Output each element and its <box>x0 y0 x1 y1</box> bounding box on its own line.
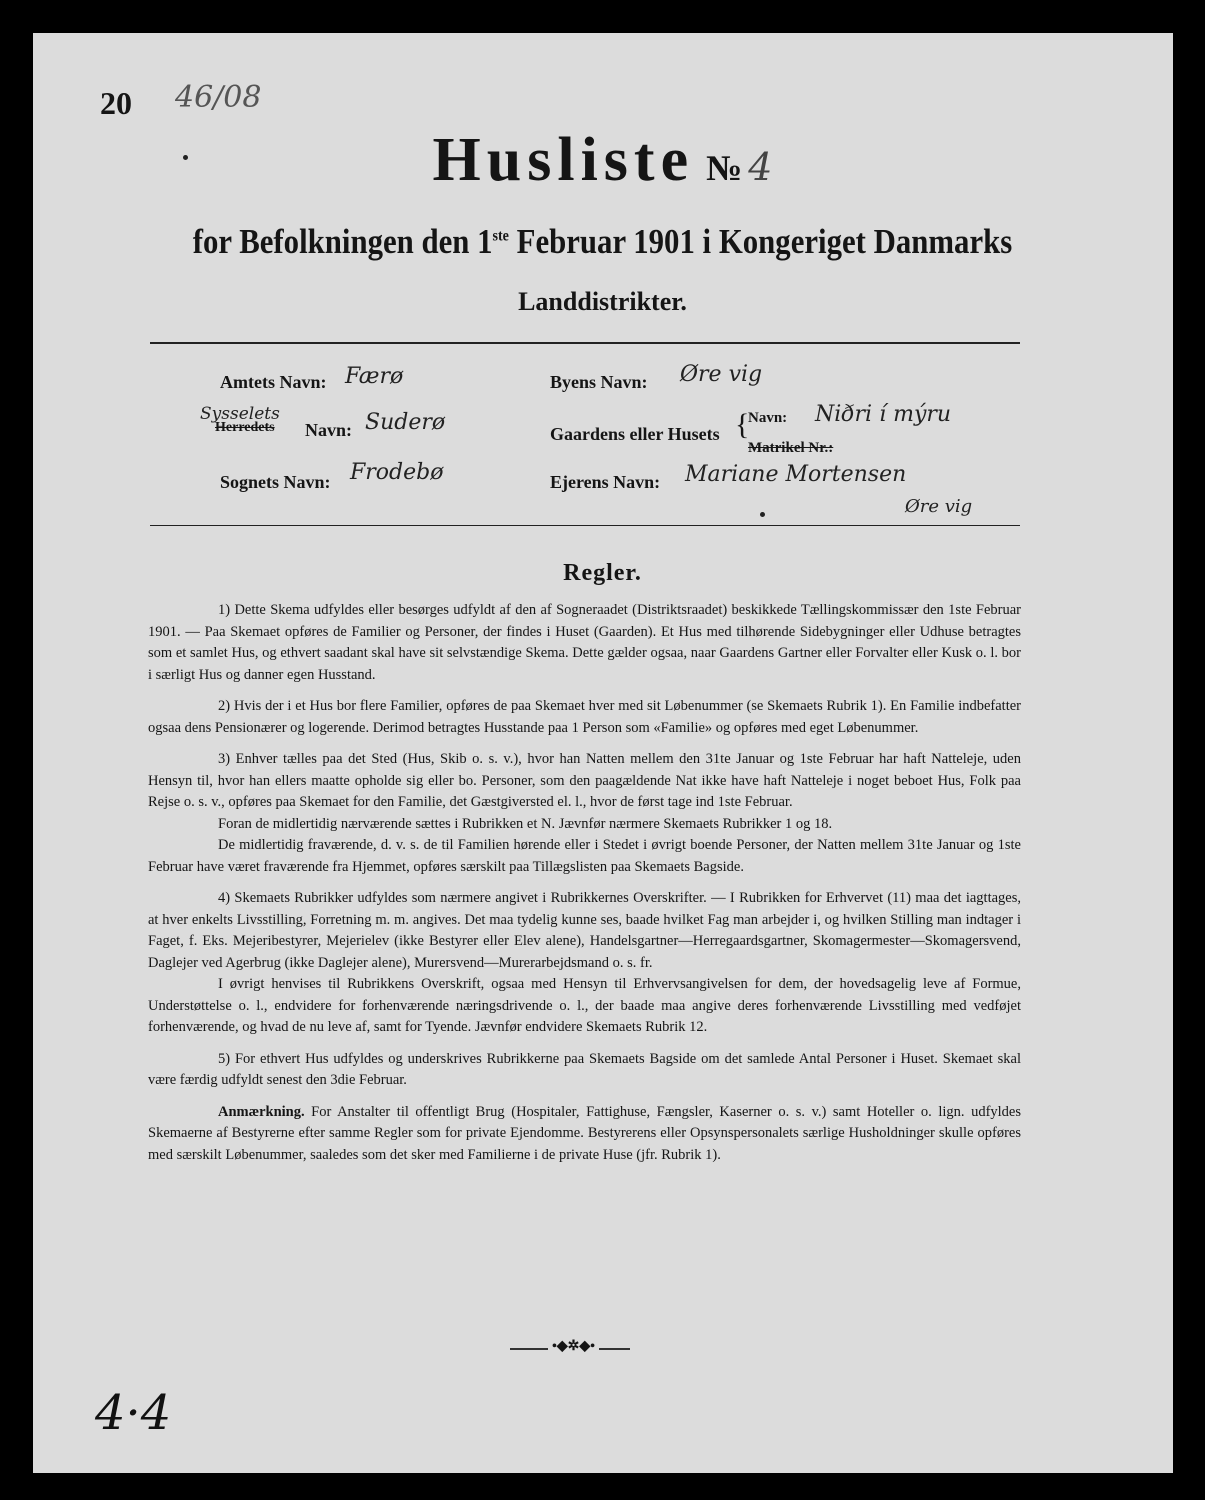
document-title <box>0 125 1205 196</box>
page-number: 20 <box>100 85 132 121</box>
note-label: Anmærkning. <box>218 1103 305 1120</box>
rule-3c: De midlertidig fraværende, d. v. s. de til Familien hørende eller i Stedet i øvrigt boende Personer, der Natten mellem 31te Januar og 1ste Februar have været fraværende fra Hjemmet, opføres særskilt paa Tillægslisten paa Skemaets Bagside. <box>148 837 1021 875</box>
herred-label: Herredets <box>215 420 275 435</box>
herred-value: Suderø <box>365 410 446 435</box>
rule-4b: I øvrigt henvises til Rubrikkens Overskrift, ogsaa med Hensyn til Erhvervsangivelsen for dem, der hovedsagelig leve af Formue, Understøttelse o. l., endvidere for forhenværende næringsdrivende o. l., der baade maa angive deres forhenværende Livsstilling med vedføjet forhenværende, og hvad de nu leve af, samt for Tyende. Jævnfør endvidere Skemaets Rubrik 12. <box>148 976 1021 1035</box>
subtitle-district: Landdistrikter. <box>518 287 687 316</box>
note <box>148 1102 1021 1167</box>
herred-navn-label: Navn: <box>305 420 353 440</box>
by-label: Byens Navn: <box>550 372 648 392</box>
rule-5: 5) For ethvert Hus udfyldes og underskrives Rubrikkerne paa Skemaets Bagside om det samlede Antal Personer i Huset. Skemaet skal være færdig udfyldt senest den 3die Februar. <box>148 1050 1021 1088</box>
footer-handwritten: 4·4 <box>95 1385 172 1441</box>
amt-label: Amtets Navn: <box>220 372 327 392</box>
subtitle-sup: ste <box>492 227 509 245</box>
sogn-label: Sognets Navn: <box>220 472 331 492</box>
subtitle-part2: Februar 1901 i Kongeriget Danmarks <box>508 222 1013 261</box>
matrikel-label: Matrikel Nr.: <box>748 440 834 456</box>
rule-4a: 4) Skemaets Rubrikker udfyldes som nærmere angivet i Rubrikkernes Overskrifter. — I Rubrikken for Erhvervet (11) maa det iagttages, at hver enkelts Livsstilling, Forretning m. m. angives. Det maa tydelig kunne ses, baade hvilket Fag man arbejder i, og hvilken Stilling man indtager i Faget, f. Eks. Mejeribestyrer, Mejerielev (ikke Bestyrer eller Elev alene), Handelsgartner—Herregaardsgartner, Skomagermester—Skomagersvend, Daglejer ved Agerbrug (ikke Daglejer alene), Murersvend—Murerarbejdsmand o. s. fr. <box>148 890 1021 971</box>
note-text: For Anstalter til offentligt Brug (Hospitaler, Fattighuse, Fængsler, Kaserner o. s. v.) samt Hoteller o. lign. udfyldes Skemaerne af Bestyrerne efter samme Regler som for private Ejendomme. Bestyrerens eller Opsynspersonalets særlige Husholdninger skulle opføres med særskilt Løbenummer, saaledes som det sker med Familierne i de private Huse (jfr. Rubrik 1). <box>148 1103 1021 1163</box>
field-rule <box>150 525 1020 526</box>
amt-value: Færø <box>345 364 404 389</box>
ejer-value-line2: Øre vig <box>905 496 973 517</box>
sysselets-label: Sysselets <box>200 404 280 424</box>
number-label: № <box>706 148 743 188</box>
by-value: Øre vig <box>680 362 763 387</box>
gaard-label: Gaardens eller Husets <box>550 424 720 444</box>
rule-3a: 3) Enhver tælles paa det Sted (Hus, Skib o. s. v.), hvor han Natten mellem den 31te Januar og 1ste Februar har haft Natteleje, uden Hensyn til, hvor han ellers maatte opholde sig eller bo. Personer, som den paagældende Nat ikke have haft Natteleje i noget beboet Hus, Folk paa Rejse o. s. v., opføres paa Skemaet for den Familie, det Gæstgiversted el. l., hvor de først tage ind 1ste Februar. <box>148 751 1021 810</box>
mark-dot <box>760 512 765 517</box>
rule-3b: Foran de midlertidig nærværende sættes i Rubrikken et N. Jævnfør nærmere Skemaets Rubrikker 1 og 18. <box>218 815 833 832</box>
title-text: Husliste <box>432 126 695 194</box>
gaard-navn-label: Navn: <box>748 410 788 426</box>
number-value: 4 <box>748 145 773 189</box>
rule-1: 1) Dette Skema udfyldes eller besørges udfyldt af den af Sogneraadet (Distriktsraadet) beskikkede Tællingskommissær den 1ste Februar 1901. — Paa Skemaet opføres de Familier og Personer, der findes i Huset (Gaarden). Et Hus med tilhørende Sidebygninger eller Udhuse betragtes som et samlet Hus, og ethvert saadant skal have sit selvstændige Skema. Dette gælder ogsaa, naar Gaardens Gartner eller Forvalter eller Kusk o. l. bor i særligt Hus og danner egen Husstand. <box>148 602 1021 683</box>
sogn-value: Frodebø <box>350 460 444 485</box>
rule-2: 2) Hvis der i et Hus bor flere Familier, opføres de paa Skemaet hver med sit Løbenummer (se Skemaets Rubrik 1). En Familie indbefatter ogsaa dens Pensionærer og logerende. Derimod betragtes Husstande paa 1 Person som «Familie» og opføres med eget Løbenummer. <box>148 698 1021 736</box>
gaard-navn-value: Niðri í mýru <box>815 402 952 427</box>
ornament: •◆✲◆• <box>548 1338 599 1355</box>
brace: { <box>735 408 750 441</box>
top-rule <box>150 342 1020 344</box>
ejer-value: Mariane Mortensen <box>685 462 907 487</box>
handwritten-reference: 46/08 <box>175 80 262 115</box>
rules-body <box>148 600 1021 1176</box>
subtitle <box>72 222 1132 262</box>
rules-heading: Regler. <box>563 560 642 586</box>
ejer-label: Ejerens Navn: <box>550 472 661 492</box>
subtitle-part1: for Befolkningen den 1 <box>192 222 493 261</box>
